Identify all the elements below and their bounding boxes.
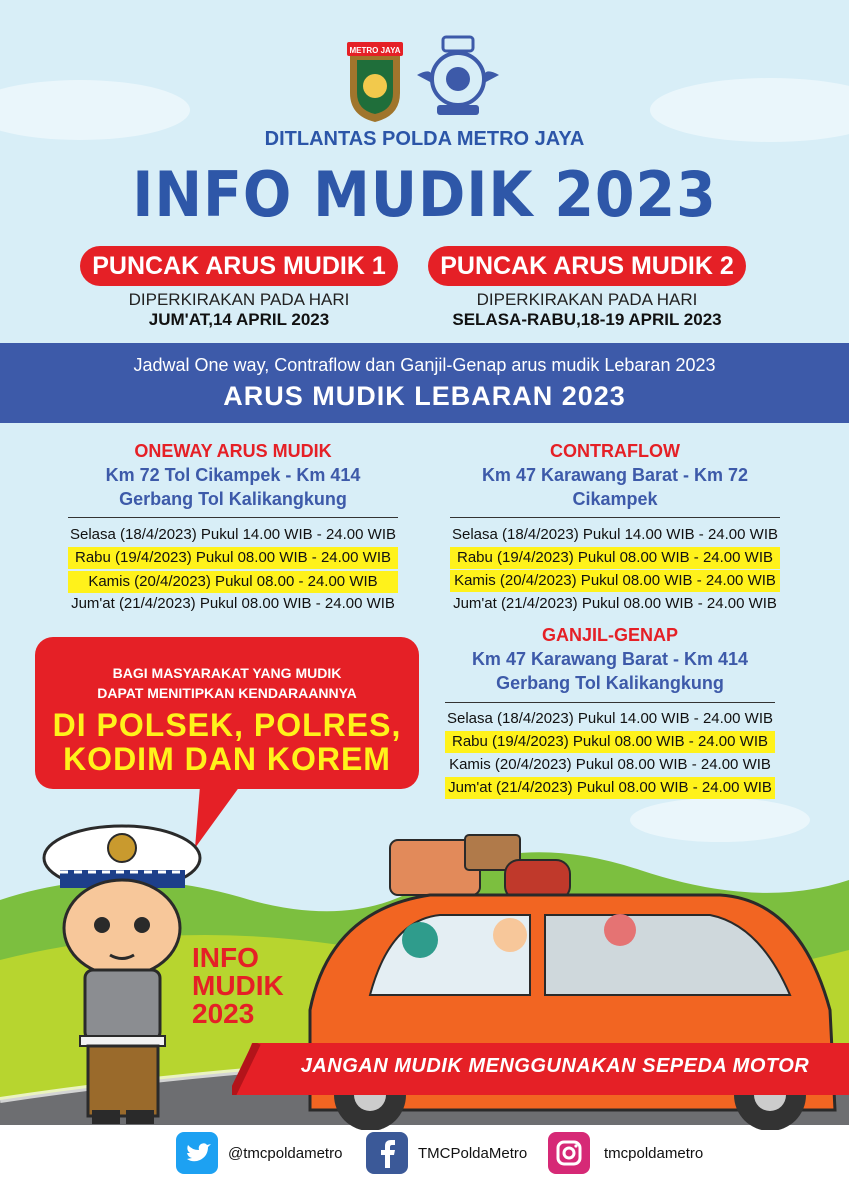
instagram-handle[interactable]: tmcpoldametro [604, 1145, 704, 1162]
ganjil-genap-row: Kamis (20/4/2023) Pukul 08.00 WIB - 24.00 WIB [449, 756, 771, 773]
peak-1-line1: DIPERKIRAKAN PADA HARI [128, 290, 350, 309]
instagram-icon[interactable] [548, 1132, 590, 1174]
contraflow-route-2: Cikampek [572, 489, 658, 509]
contraflow-title: CONTRAFLOW [550, 441, 680, 461]
contraflow-row: Rabu (19/4/2023) Pukul 08.00 WIB - 24.00 WIB [450, 547, 780, 569]
twitter-icon[interactable] [176, 1132, 218, 1174]
band-title: ARUS MUDIK LEBARAN 2023 [223, 381, 626, 411]
ganjil-genap-title: GANJIL-GENAP [541, 625, 678, 645]
ganjil-genap-divider [445, 702, 775, 703]
oneway-row: Jum'at (21/4/2023) Pukul 08.00 WIB - 24.00 WIB [71, 595, 395, 612]
peak-1-date: JUM'AT,14 APRIL 2023 [148, 310, 330, 329]
badge-line-3: 2023 [192, 998, 255, 1029]
oneway-divider [68, 517, 398, 518]
oneway-route-2: Gerbang Tol Kalikangkung [119, 489, 347, 509]
band-subtitle: Jadwal One way, Contraflow dan Ganjil-Genap arus mudik Lebaran 2023 [133, 355, 716, 375]
contraflow-row: Selasa (18/4/2023) Pukul 14.00 WIB - 24.00 WIB [451, 526, 778, 543]
facebook-handle[interactable]: TMCPoldaMetro [418, 1145, 528, 1162]
peak-2-label: PUNCAK ARUS MUDIK 2 [428, 246, 746, 286]
ganjil-genap-row: Selasa (18/4/2023) Pukul 14.00 WIB - 24.00 WIB [446, 710, 773, 727]
badge-line-2: MUDIK [192, 970, 284, 1001]
oneway-row: Selasa (18/4/2023) Pukul 14.00 WIB - 24.00 WIB [69, 526, 396, 543]
ganjil-genap-row: Jum'at (21/4/2023) Pukul 08.00 WIB - 24.00 WIB [445, 777, 775, 799]
contraflow-row: Jum'at (21/4/2023) Pukul 08.00 WIB - 24.00 WIB [453, 595, 777, 612]
speech-bubble [35, 637, 419, 789]
police-shield-logo [345, 38, 405, 124]
ganjil-genap-route-2: Gerbang Tol Kalikangkung [496, 673, 724, 693]
logo-left-text: METRO JAYA [349, 46, 401, 55]
facebook-icon[interactable] [366, 1132, 408, 1174]
logo-group [0, 30, 849, 130]
page-title: INFO MUDIK 2023 [132, 158, 717, 231]
ganjil-genap-route-1: Km 47 Karawang Barat - Km 414 [471, 649, 749, 669]
bubble-highlight-2: KODIM DAN KOREM [63, 741, 391, 777]
twitter-handle[interactable]: @tmcpoldametro [228, 1145, 343, 1162]
peak-2-line1: DIPERKIRAKAN PADA HARI [476, 290, 698, 309]
peak-2-date: SELASA-RABU,18-19 APRIL 2023 [452, 310, 722, 329]
contraflow-divider [450, 517, 780, 518]
oneway-row: Kamis (20/4/2023) Pukul 08.00 - 24.00 WIB [68, 571, 398, 593]
banner-text: JANGAN MUDIK MENGGUNAKAN SEPEDA MOTOR [300, 1055, 810, 1077]
traffic-police-logo [415, 35, 501, 119]
bubble-line-2: DAPAT MENITIPKAN KENDARAANNYA [97, 685, 357, 701]
badge-line-1: INFO [192, 942, 259, 973]
contraflow-route-1: Km 47 Karawang Barat - Km 72 [481, 465, 749, 485]
oneway-route-1: Km 72 Tol Cikampek - Km 414 [105, 465, 361, 485]
oneway-row: Rabu (19/4/2023) Pukul 08.00 WIB - 24.00 WIB [68, 547, 398, 569]
peak-1-label: PUNCAK ARUS MUDIK 1 [80, 246, 398, 286]
bubble-highlight-1: DI POLSEK, POLRES, [52, 707, 402, 743]
ganjil-genap-row: Rabu (19/4/2023) Pukul 08.00 WIB - 24.00 WIB [445, 731, 775, 753]
contraflow-row: Kamis (20/4/2023) Pukul 08.00 WIB - 24.00 WIB [450, 570, 780, 592]
organization-name: DITLANTAS POLDA METRO JAYA [264, 128, 585, 150]
oneway-title: ONEWAY ARUS MUDIK [134, 441, 332, 461]
bubble-line-1: BAGI MASYARAKAT YANG MUDIK [112, 665, 342, 681]
